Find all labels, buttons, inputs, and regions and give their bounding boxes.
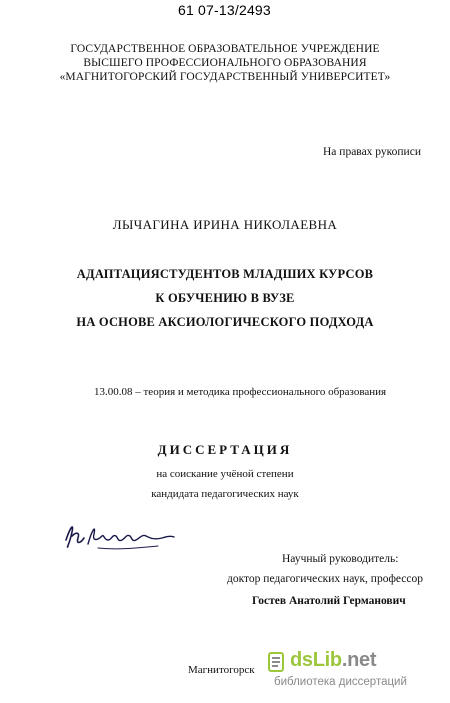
title-line: АДАПТАЦИЯСТУДЕНТОВ МЛАДШИХ КУРСОВ [76,267,374,281]
archive-stamp-number: 61 07-13/2493 [178,2,271,18]
degree-line: на соискание учёной степени [156,468,294,480]
handwritten-signature [58,510,178,558]
institution-header [0,42,450,84]
supervisor-name: Гостев Анатолий Германович [252,595,406,607]
institution-line: ВЫСШЕГО ПРОФЕССИОНАЛЬНОГО ОБРАЗОВАНИЯ [83,57,367,69]
title-line: НА ОСНОВЕ АКСИОЛОГИЧЕСКОГО ПОДХОДА [76,315,374,329]
watermark-brand-part1: dsLib [290,649,342,671]
title-line: К ОБУЧЕНИЮ В ВУЗЕ [155,291,295,305]
document-type: ДИССЕРТАЦИЯ [157,442,293,457]
watermark-subtitle: библиотека диссертаций [274,676,407,688]
watermark-brand-part2: .net [341,649,377,671]
institution-line: ГОСУДАРСТВЕННОЕ ОБРАЗОВАТЕЛЬНОЕ УЧРЕЖДЕНИЕ [70,43,380,55]
institution-line: «МАГНИТОГОРСКИЙ ГОСУДАРСТВЕННЫЙ УНИВЕРСИТЕТ» [59,71,391,83]
supervisor-label: Научный руководитель: [282,553,399,565]
dslib-logo-icon [268,651,286,673]
watermark-brand [290,649,376,672]
dissertation-title [0,262,450,334]
city: Магнитогорск [188,664,255,676]
degree-line: кандидата педагогических наук [151,488,299,500]
manuscript-rights-note: На правах рукописи [323,146,421,158]
specialty-code: 13.00.08 – теория и методика профессионального образования [94,386,387,398]
author-name: ЛЫЧАГИНА ИРИНА НИКОЛАЕВНА [112,217,338,232]
supervisor-degree: доктор педагогических наук, профессор [227,573,424,585]
